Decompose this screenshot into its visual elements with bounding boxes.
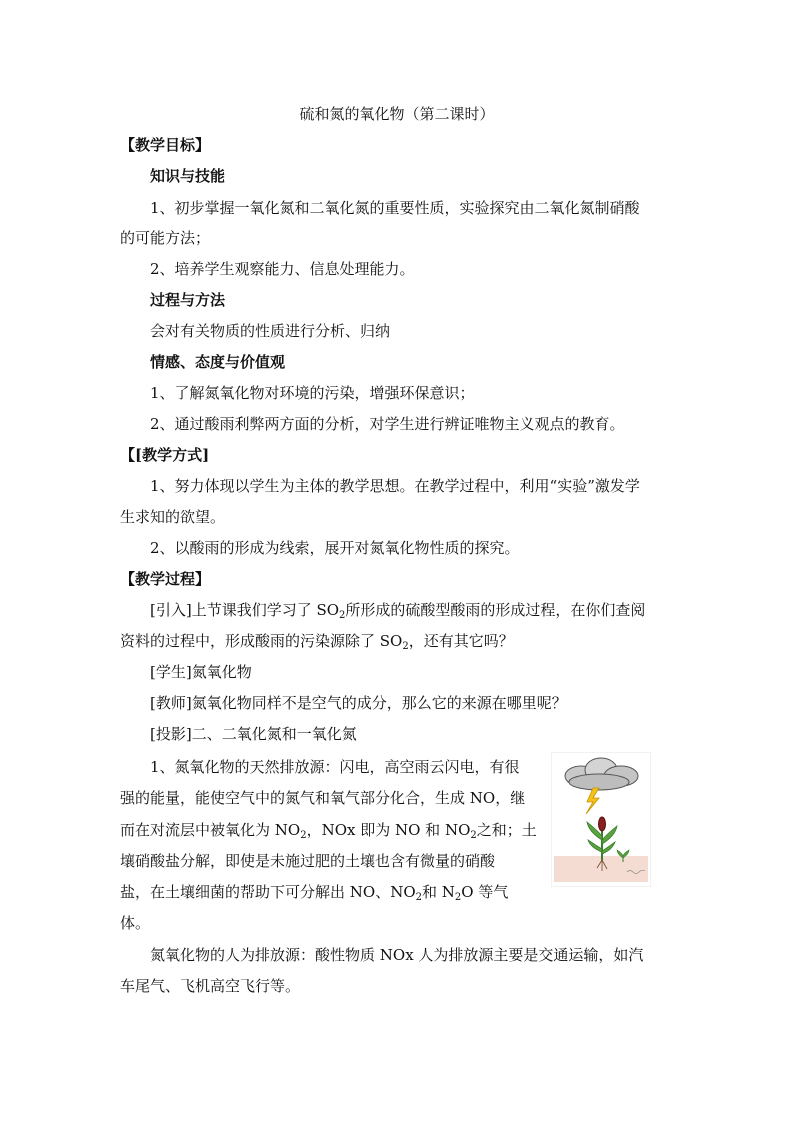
text-span: 所形成的硫酸型酸雨的形成过程，在你们查阅 bbox=[345, 601, 646, 619]
text-line bbox=[120, 820, 537, 846]
text-line: [投影]二、二氧化氮和一氧化氮 bbox=[150, 725, 357, 743]
text-line: 2、通过酸雨利弊两方面的分析，对学生进行辨证唯物主义观点的教育。 bbox=[150, 415, 625, 433]
subscript: 2 bbox=[300, 830, 307, 841]
text-line: 强的能量，能使空气中的氮气和氧气部分化合，生成 NO，继 bbox=[120, 789, 526, 807]
text-span: 资料的过程中，形成酸雨的污染源除了 SO bbox=[120, 632, 403, 650]
section-heading-objectives: 【教学目标】 bbox=[120, 136, 211, 154]
text-line: 1、了解氮氧化物对环境的污染，增强环保意识； bbox=[150, 384, 475, 402]
text-line: 车尾气、飞机高空飞行等。 bbox=[120, 977, 301, 995]
subscript: 2 bbox=[454, 892, 462, 903]
section-heading-process: 【教学过程】 bbox=[120, 570, 211, 588]
page-title: 硫和氮的氧化物（第二课时） bbox=[299, 105, 495, 123]
text-line: 1、努力体现以学生为主体的教学思想。在教学过程中，利用“实验”激发学 bbox=[150, 477, 640, 495]
text-line: [教师]氮氧化物同样不是空气的成分，那么它的来源在哪里呢？ bbox=[150, 694, 567, 712]
text-line bbox=[150, 600, 645, 626]
text-span: ，还有其它吗？ bbox=[408, 632, 514, 650]
text-span: 盐，在土壤细菌的帮助下可分解出 NO、NO bbox=[120, 883, 416, 901]
text-span: ，NOx 即为 NO 和 NO bbox=[306, 821, 471, 839]
subheading-process: 过程与方法 bbox=[150, 291, 226, 309]
text-line: [学生]氮氧化物 bbox=[150, 663, 252, 681]
text-line: 的可能方法； bbox=[120, 229, 211, 247]
text-line: 2、培养学生观察能力、信息处理能力。 bbox=[150, 260, 415, 278]
text-line: 1、氮氧化物的天然排放源：闪电，高空雨云闪电，有很 bbox=[150, 758, 520, 776]
text-line bbox=[120, 631, 514, 657]
text-line: 生求知的欲望。 bbox=[120, 508, 226, 526]
text-line: 体。 bbox=[120, 914, 151, 932]
section-heading-method: 【[教学方式] bbox=[120, 446, 210, 464]
text-line: 会对有关物质的性质进行分析、归纳 bbox=[150, 322, 391, 340]
subscript: 2 bbox=[415, 892, 422, 903]
subheading-emotion: 情感、态度与价值观 bbox=[150, 353, 286, 371]
text-line: 壤硝酸盐分解，即使是未施过肥的土壤也含有微量的硝酸 bbox=[120, 852, 496, 870]
text-line: 氮氧化物的人为排放源：酸性物质 NOx 人为排放源主要是交通运输，如汽 bbox=[150, 946, 644, 964]
text-span: 之和；土 bbox=[476, 821, 537, 839]
text-line: 1、初步掌握一氧化氮和二氧化氮的重要性质，实验探究由二氧化氮制硝酸 bbox=[150, 199, 640, 217]
subscript: 2 bbox=[470, 830, 477, 841]
text-span: O 等气 bbox=[461, 883, 509, 901]
text-line bbox=[120, 882, 508, 908]
text-span: 和 N bbox=[422, 883, 455, 901]
text-line: 2、以酸雨的形成为线索，展开对氮氧化物性质的探究。 bbox=[150, 539, 520, 557]
subheading-knowledge: 知识与技能 bbox=[150, 167, 226, 185]
text-span: [引入]上节课我们学习了 SO bbox=[150, 601, 340, 619]
subscript: 2 bbox=[402, 641, 409, 652]
lightning-plant-illustration bbox=[551, 752, 651, 887]
subscript: 2 bbox=[339, 610, 346, 621]
text-span: 而在对流层中被氧化为 NO bbox=[120, 821, 301, 839]
